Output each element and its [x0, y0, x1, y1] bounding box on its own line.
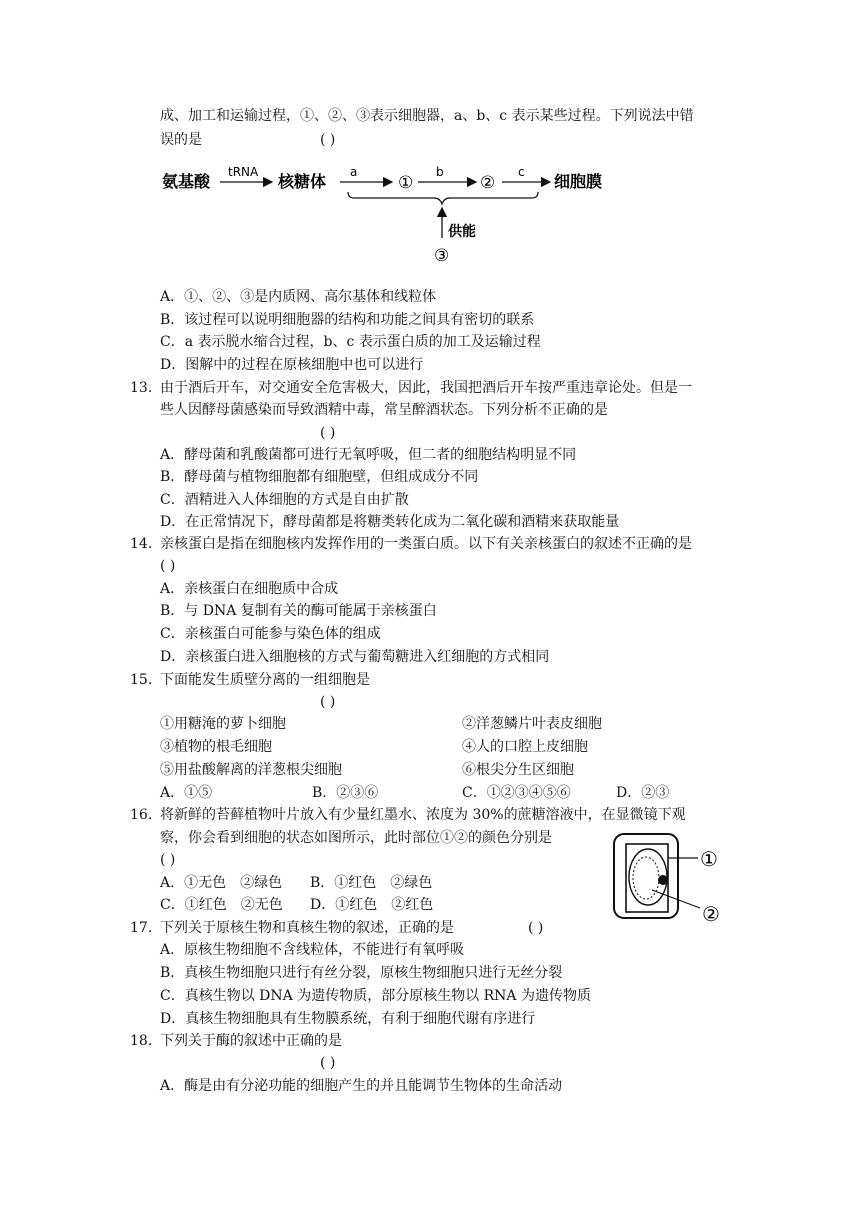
label-b: b: [436, 165, 444, 179]
q18-number: 18.: [130, 1033, 153, 1049]
q12-option-a: A．①、②、③是内质网、高尔基体和线粒体: [160, 289, 437, 305]
q18-option-a: A．酶是由有分泌功能的细胞产生的并且能调节生物体的生命活动: [160, 1078, 563, 1094]
label-part-2: ②: [702, 902, 720, 926]
node-organelle-2: ②: [480, 173, 496, 193]
q15-item-2: ②洋葱鳞片叶表皮细胞: [462, 716, 602, 732]
q15-item-6: ⑥根尖分生区细胞: [462, 762, 574, 778]
q16-option-a: A．①无色 ②绿色: [160, 875, 283, 891]
q13-number: 13.: [130, 380, 153, 396]
q14-option-a: A．亲核蛋白在细胞质中合成: [160, 581, 339, 597]
q14-option-d: D．亲核蛋白进入细胞核的方式与葡萄糖进入红细胞的方式相同: [160, 649, 550, 665]
q14-option-b: B．与 DNA 复制有关的酶可能属于亲核蛋白: [160, 603, 437, 619]
q12-option-c: C．a 表示脱水缩合过程，b、c 表示蛋白质的加工及运输过程: [160, 334, 541, 350]
protein-pathway-diagram: [160, 160, 620, 270]
q15-stem-line1: 下面能发生质壁分离的一组细胞是: [160, 672, 370, 688]
vacuole: [633, 857, 659, 899]
label-part-1: ①: [700, 847, 718, 871]
q15-option-b: B．②③⑥: [312, 785, 379, 801]
q13-stem-line1: 由于酒后开车，对交通安全危害极大，因此，我国把酒后开车按严重违章论处。但是一: [160, 380, 692, 396]
node-organelle-3: ③: [434, 246, 450, 266]
plasmolysis-cell-diagram: [600, 830, 750, 930]
q17-option-c: C．真核生物以 DNA 为遗传物质，部分原核生物以 RNA 为遗传物质: [160, 988, 591, 1004]
q16-option-b: B．①红色 ②绿色: [310, 875, 433, 891]
q16-answer-paren: ( ): [160, 852, 176, 868]
q15-option-c: C．①②③④⑤⑥: [462, 785, 571, 801]
node-ribosome: 核糖体: [278, 172, 327, 191]
q12-stem-line1: 成、加工和运输过程，①、②、③表示细胞器，a、b、c 表示某些过程。下列说法中错: [160, 108, 694, 124]
q13-option-b: B．酵母菌与植物细胞都有细胞壁，但组成成分不同: [160, 469, 479, 485]
q15-option-d: D．②③: [616, 785, 670, 801]
q12-option-b: B．该过程可以说明细胞器的结构和功能之间具有密切的联系: [160, 312, 535, 328]
q16-stem-line1: 将新鲜的苔藓植物叶片放入有少量红墨水、浓度为 30%的蔗糖溶液中，在显微镜下观: [160, 807, 686, 823]
q15-item-3: ③植物的根毛细胞: [160, 739, 272, 755]
label-c: c: [518, 165, 525, 179]
q17-option-d: D．真核生物细胞具有生物膜系统，有利于细胞代谢有序进行: [160, 1011, 536, 1027]
q17-option-b: B．真核生物细胞只进行有丝分裂，原核生物细胞只进行无丝分裂: [160, 965, 563, 981]
q13-option-c: C．酒精进入人体细胞的方式是自由扩散: [160, 492, 409, 508]
label-trna: tRNA: [228, 165, 259, 179]
q16-stem-line2: 察，你会看到细胞的状态如图所示，此时部位①②的颜色分别是: [160, 830, 552, 846]
q15-answer-paren: ( ): [320, 694, 336, 710]
q15-item-5: ⑤用盐酸解离的洋葱根尖细胞: [160, 762, 342, 778]
q12-option-d: D．图解中的过程在原核细胞中也可以进行: [160, 357, 424, 373]
q12-stem-line2: 误的是: [160, 132, 202, 148]
q16-option-c: C．①红色 ②无色: [160, 897, 283, 913]
q16-number: 16.: [130, 807, 153, 823]
label-energy: 供能: [448, 224, 476, 240]
q14-answer-paren: ( ): [160, 558, 176, 574]
q13-stem-line2: 些人因酵母菌感染而导致酒精中毒，常呈醉酒状态。下列分析不正确的是: [160, 402, 608, 418]
q15-option-a: A．①⑤: [160, 785, 213, 801]
q17-number: 17.: [130, 920, 153, 936]
brace: [348, 192, 538, 204]
node-organelle-1: ①: [398, 173, 414, 193]
q17-option-a: A．原核生物细胞不含线粒体，不能进行有氧呼吸: [160, 942, 465, 958]
q13-option-a: A．酵母菌和乳酸菌都可进行无氧呼吸，但二者的细胞结构明显不同: [160, 447, 577, 463]
q17-answer-paren: ( ): [528, 920, 544, 936]
q16-option-d: D．①红色 ②红色: [310, 897, 434, 913]
q18-stem-line1: 下列关于酶的叙述中正确的是: [160, 1033, 342, 1049]
q13-answer-paren: ( ): [320, 425, 336, 441]
label-a: a: [350, 165, 358, 179]
node-cell-membrane: 细胞膜: [554, 172, 603, 191]
q14-stem-line1: 亲核蛋白是指在细胞核内发挥作用的一类蛋白质。以下有关亲核蛋白的叙述不正确的是: [160, 536, 692, 552]
q15-item-4: ④人的口腔上皮细胞: [462, 739, 588, 755]
q14-option-c: C．亲核蛋白可能参与染色体的组成: [160, 626, 381, 642]
q15-number: 15.: [130, 672, 153, 688]
q18-answer-paren: ( ): [320, 1055, 336, 1071]
q14-number: 14.: [130, 536, 153, 552]
q17-stem-line1: 下列关于原核生物和真核生物的叙述，正确的是: [160, 920, 454, 936]
node-amino-acid: 氨基酸: [162, 172, 211, 191]
q15-item-1: ①用糖淹的萝卜细胞: [160, 716, 286, 732]
nucleus: [658, 875, 668, 885]
q12-answer-paren: ( ): [320, 132, 336, 148]
q13-option-d: D．在正常情况下，酵母菌都是将糖类转化成为二氧化碳和酒精来获取能量: [160, 514, 620, 530]
